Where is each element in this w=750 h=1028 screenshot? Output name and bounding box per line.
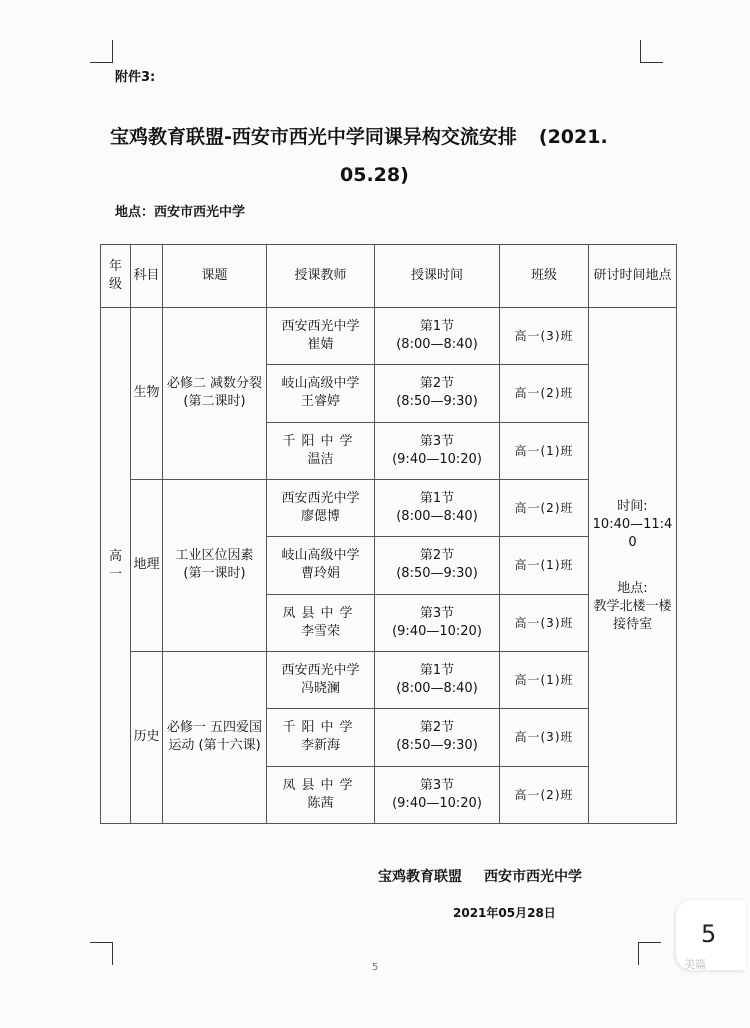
discussion-time-label: 时间: <box>617 498 648 514</box>
teacher-name: 曹玲娟 <box>300 566 340 582</box>
teacher-cell <box>267 479 375 536</box>
class-cell: 高一(1)班 <box>500 651 589 708</box>
time-range: (8:00—8:40) <box>396 681 478 697</box>
title-main: 宝鸡教育联盟-西安市西光中学同课异构交流安排 <box>110 126 517 148</box>
discussion-cell <box>589 308 677 824</box>
school-name: 西安西光中学 <box>281 663 360 679</box>
class-cell: 高一(1)班 <box>500 537 589 594</box>
teacher-name: 李雪荣 <box>300 623 340 639</box>
title-year: (2021. <box>538 126 608 148</box>
period-label: 第1节 <box>419 319 455 335</box>
crop-mark-top-right <box>640 40 663 63</box>
time-range: (8:50—9:30) <box>396 566 478 582</box>
time-cell <box>375 308 500 365</box>
school-name: 西安西光中学 <box>281 491 360 507</box>
footer-date: 2021年05月28日 <box>453 906 556 920</box>
badge-number: 5 <box>701 920 717 948</box>
teacher-cell <box>267 422 375 479</box>
period-label: 第3节 <box>419 605 455 621</box>
teacher-cell <box>267 651 375 708</box>
time-cell <box>375 479 500 536</box>
document-title <box>110 118 670 194</box>
time-cell <box>375 422 500 479</box>
school-name: 西安西光中学 <box>281 319 360 335</box>
subject-cell: 历史 <box>131 651 163 823</box>
time-range: (8:00—8:40) <box>396 337 478 353</box>
location-line: 地点：西安市西光中学 <box>115 205 246 220</box>
time-range: (8:00—8:40) <box>396 509 478 525</box>
header-class: 班级 <box>500 245 589 308</box>
period-label: 第2节 <box>419 720 455 736</box>
footer-organizations <box>378 866 582 886</box>
crop-mark-bottom-left <box>90 942 113 965</box>
teacher-cell <box>267 537 375 594</box>
teacher-cell <box>267 594 375 651</box>
time-cell <box>375 365 500 422</box>
time-range: (9:40—10:20) <box>392 451 482 467</box>
class-cell: 高一(2)班 <box>500 766 589 823</box>
school-name: 凤县中学 <box>282 777 359 793</box>
header-topic: 课题 <box>163 245 267 308</box>
header-subject: 科目 <box>131 245 163 308</box>
time-cell <box>375 537 500 594</box>
time-cell <box>375 709 500 766</box>
footer-org-2: 西安市西光中学 <box>484 869 582 885</box>
teacher-cell <box>267 709 375 766</box>
school-name: 岐山高级中学 <box>281 376 360 392</box>
teacher-cell <box>267 766 375 823</box>
period-label: 第1节 <box>419 491 455 507</box>
subject-cell: 地理 <box>131 479 163 651</box>
period-label: 第3节 <box>419 433 455 449</box>
subject-cell: 生物 <box>131 308 163 480</box>
time-range: (9:40—10:20) <box>392 623 482 639</box>
class-cell: 高一(3)班 <box>500 709 589 766</box>
topic-cell: 必修二 减数分裂 (第二课时) <box>163 308 267 480</box>
time-range: (8:50—9:30) <box>396 738 478 754</box>
school-name: 凤县中学 <box>282 605 359 621</box>
header-discussion: 研讨时间地点 <box>589 245 677 308</box>
title-date: 05.28) <box>340 164 409 186</box>
teacher-cell <box>267 308 375 365</box>
schedule-table <box>100 244 677 824</box>
header-teacher: 授课教师 <box>267 245 375 308</box>
topic-cell: 工业区位因素 (第一课时) <box>163 479 267 651</box>
grade-cell: 高一 <box>101 308 131 824</box>
time-range: (8:50—9:30) <box>396 394 478 410</box>
teacher-name: 温洁 <box>307 451 334 467</box>
header-grade: 年级 <box>101 245 131 308</box>
period-label: 第2节 <box>419 548 455 564</box>
teacher-name: 陈茜 <box>307 795 334 811</box>
footer-org-1: 宝鸡教育联盟 <box>378 869 462 885</box>
table-row <box>101 308 677 365</box>
discussion-place-value: 教学北楼一楼接待室 <box>593 598 672 632</box>
crop-mark-bottom-right <box>638 942 661 965</box>
discussion-place-label: 地点: <box>617 580 648 596</box>
header-time: 授课时间 <box>375 245 500 308</box>
class-cell: 高一(3)班 <box>500 594 589 651</box>
period-label: 第2节 <box>419 376 455 392</box>
school-name: 千阳中学 <box>282 720 359 736</box>
period-label: 第3节 <box>419 777 455 793</box>
school-name: 岐山高级中学 <box>281 548 360 564</box>
page-number: 5 <box>372 962 379 973</box>
class-cell: 高一(2)班 <box>500 365 589 422</box>
topic-cell: 必修一 五四爱国运动 (第十六课) <box>163 651 267 823</box>
school-name: 千阳中学 <box>282 433 359 449</box>
time-cell <box>375 766 500 823</box>
class-cell: 高一(2)班 <box>500 479 589 536</box>
teacher-name: 王睿婷 <box>300 394 340 410</box>
table-header-row <box>101 245 677 308</box>
teacher-name: 冯晓澜 <box>300 681 340 697</box>
teacher-name: 李新海 <box>300 738 340 754</box>
teacher-name: 廖偲博 <box>300 509 340 525</box>
time-range: (9:40—10:20) <box>392 795 482 811</box>
time-cell <box>375 594 500 651</box>
teacher-name: 崔婧 <box>307 337 334 353</box>
class-cell: 高一(3)班 <box>500 308 589 365</box>
attachment-label: 附件3: <box>115 70 156 85</box>
period-label: 第1节 <box>419 663 455 679</box>
watermark-logo: 美篇 <box>684 958 706 971</box>
page-badge[interactable] <box>676 900 746 970</box>
time-cell <box>375 651 500 708</box>
discussion-time-value: 10:40—11:40 <box>592 516 673 550</box>
class-cell: 高一(1)班 <box>500 422 589 479</box>
crop-mark-top-left <box>90 40 113 63</box>
teacher-cell <box>267 365 375 422</box>
